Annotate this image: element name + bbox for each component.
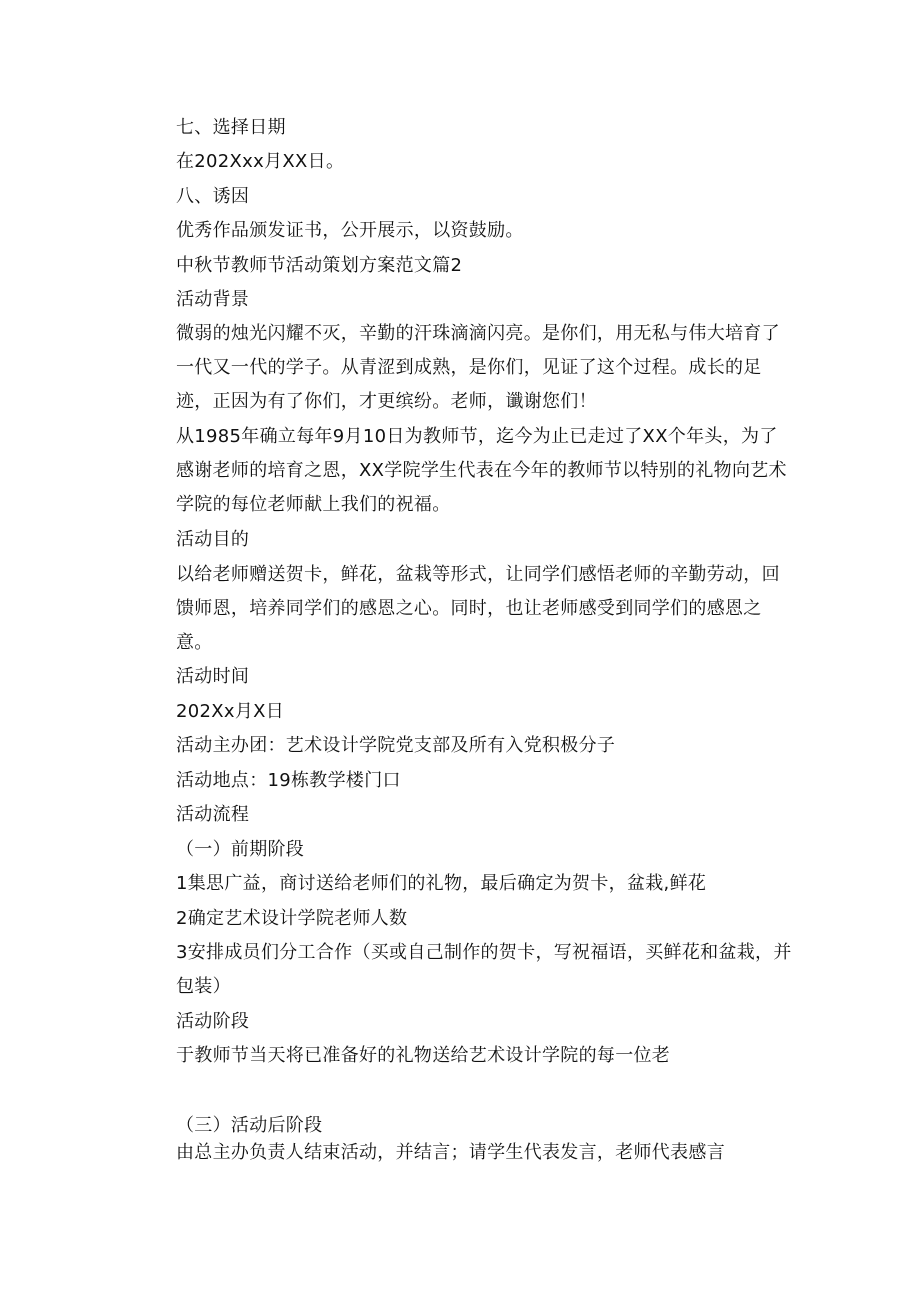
background-paragraph-2-text: 从1985年确立每年9月10日为教师节，迄今为止已走过了XX个年头，为了感谢老师的培育之恩，XX学院学生代表在今年的教师节以特别的礼物向艺术学院的每位老师献上我们的祝福。	[176, 426, 787, 515]
heading-purpose: 活动目的	[176, 529, 250, 550]
heading-time: 活动时间	[176, 666, 250, 687]
heading-process: 活动流程	[176, 804, 250, 825]
heading-background: 活动背景	[176, 289, 250, 310]
post-stage-text: 由总主办负责人结束活动，并结言；请学生代表发言，老师代表感言	[176, 1142, 725, 1163]
step-1: 1集思广益，商讨送给老师们的礼物，最后确定为贺卡，盆栽,鲜花	[176, 873, 707, 894]
section-title: 中秋节教师节活动策划方案范文篇2	[176, 255, 463, 276]
heading-incentive: 八、诱因	[176, 186, 250, 207]
purpose-paragraph	[176, 558, 794, 660]
step-2: 2确定艺术设计学院老师人数	[176, 908, 408, 929]
purpose-paragraph-text: 以给老师赠送贺卡，鲜花，盆栽等形式，让同学们感悟老师的辛勤劳动，回馈师恩，培养同学们的感恩之心。同时，也让老师感受到同学们的感恩之意。	[176, 564, 780, 653]
date-text: 在202Xxx月XX日。	[176, 151, 345, 172]
location-text: 活动地点：19栋教学楼门口	[176, 770, 401, 791]
background-paragraph-1-text: 微弱的烛光闪耀不灭，辛勤的汗珠滴滴闪亮。是你们，用无私与伟大培育了一代又一代的学子。从青涩到成熟，是你们，见证了这个过程。成长的足迹，正因为有了你们，才更缤纷。老师，谶谢您们！	[176, 323, 780, 412]
incentive-text: 优秀作品颁发证书，公开展示，以资鼓励。	[176, 220, 524, 241]
step-3-text: 3安排成员们分工合作（买或自己制作的贺卡，写祝福语，买鲜花和盆栽，并包装）	[176, 942, 792, 997]
background-paragraph-2	[176, 420, 794, 522]
heading-activity-stage: 活动阶段	[176, 1011, 250, 1032]
activity-stage-text: 于教师节当天将已准备好的礼物送给艺术设计学院的每一位老	[176, 1045, 671, 1066]
time-text: 202Xx月X日	[176, 701, 285, 722]
stage-one-heading: （一）前期阶段	[176, 839, 305, 860]
heading-select-date: 七、选择日期	[176, 117, 286, 138]
background-paragraph-1	[176, 317, 794, 419]
step-3	[176, 936, 794, 1004]
organizer-text: 活动主办团：艺术设计学院党支部及所有入党积极分子	[176, 735, 616, 756]
post-stage-heading: （三）活动后阶段	[176, 1115, 323, 1136]
